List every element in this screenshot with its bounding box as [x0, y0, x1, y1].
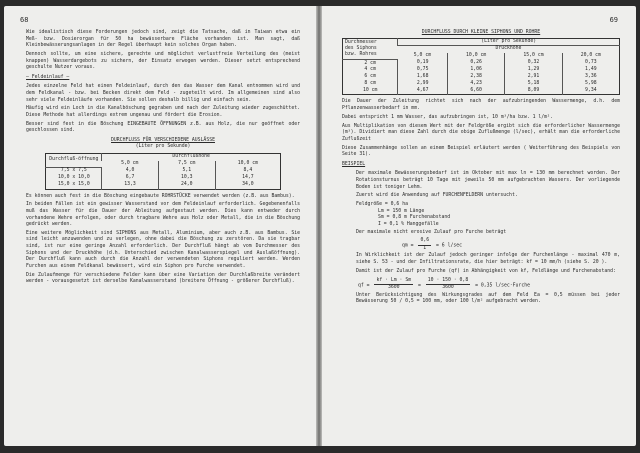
section-heading-beispiel: BEISPIEL	[342, 161, 366, 167]
paragraph: Der maximale nicht erosive Zulauf pro Furche beträgt	[356, 229, 507, 235]
table-cell: 2,38	[448, 74, 505, 81]
table-header-line: des Siphons	[345, 46, 377, 52]
formula-result: = 6 l/sec	[436, 243, 463, 249]
table-cell: 4 cm	[364, 67, 376, 73]
table-row	[343, 74, 620, 81]
table-cell: 34,0	[215, 182, 280, 189]
paragraph: Häufig wird ein Loch in die Kanalböschung gegraben und nach der Zuleitung wieder zugeschüttet. Diese Methode hat allerdings extrem ungenau und fördert die Erosion.	[26, 106, 300, 118]
field-length: Lm = 150 m Länge	[378, 208, 425, 214]
table-cell: 5,1	[158, 168, 215, 175]
formula-result: = 0,35 l/sec·Furche	[475, 283, 530, 289]
table-cell: 9,34	[562, 88, 619, 95]
formula-denominator: 3600	[388, 285, 400, 291]
paragraph: Unter Berücksichtigung des Wirkungsgrades auf dem Feld Ea = 0,5 müssen bei jeder Bewässerung 50 / 0,5 = 100 mm, oder 100 l/m² aufgebracht werden.	[356, 292, 620, 305]
table-cell: 8,4	[215, 168, 280, 175]
paragraph: Die Zulaufmenge für verschiedene Felder kann über eine Variation der Durchlaßbreite verändert werden - vorausgesetzt ist derselbe Kanalwasserstand (breitere Öffnung - größerer Durchfluß).	[26, 272, 300, 285]
paragraph: Dennoch sollte, um eine sichere, gerechte und möglichst verlustfreie Verteilung des (meist knappen) Wasserdargebots zu sichern, der Einsatz erwogen werden. Dieser setzt entsprechend geschulte Nutzer voraus.	[26, 51, 300, 71]
table-cell: 10 cm	[362, 87, 378, 93]
table-cell: 2,99	[398, 81, 448, 88]
table-title: DURCHFLUSS FÜR VERSCHIEDENE AUSLÄSSE	[111, 137, 215, 143]
table-header-line: bzw. Rohres	[345, 52, 377, 58]
left-page-content	[26, 30, 300, 288]
formula-numerator: kf · Lm · Sm	[374, 278, 413, 286]
formula-denominator: 3600	[442, 285, 454, 291]
table-row	[46, 168, 281, 175]
table-cell: 24,0	[158, 182, 215, 189]
table-cell: 4,67	[398, 88, 448, 95]
paragraph: Besser sind fest in die Böschung EINGEBAUTE ÖFFNUNGEN z.B. aus Holz, die nur geöffnet oder geschlossen sind.	[26, 121, 300, 134]
table-cell: 1,49	[562, 67, 619, 74]
table-cell: 0,26	[448, 60, 505, 67]
formula-denominator: I	[423, 245, 427, 251]
page-number-left: 68	[20, 16, 29, 24]
table-header: Durchfluß-öffnung	[46, 154, 102, 168]
table-header: 5,0 cm	[121, 160, 139, 166]
formula-equals: =	[418, 283, 421, 289]
section-heading-feldeinlauf: — Feldeinlauf —	[26, 74, 70, 80]
outlet-flow-table	[26, 138, 300, 190]
table-header: 5,0 cm	[413, 53, 432, 59]
table-cell: 15,0 x 15,0	[57, 181, 90, 187]
formula-numerator: 0,6	[418, 238, 431, 246]
paragraph: Wie idealistisch diese Forderungen jedoch sind, zeigt die Tatsache, daß in Taiwan etwa ein Meß- bzw. Dosierorgan für 50 ha bewässerbare Fläche vorhanden ist. Man sagt, daß Kleinbewässerungsanlagen in der Regel überhaupt kein solches Organ haben.	[26, 30, 300, 49]
formula-numerator: 10 · 150 · 0,8	[426, 278, 470, 286]
right-page-content	[342, 30, 620, 308]
formula-fraction	[426, 278, 470, 292]
table-header-group: Druckhöhe	[495, 46, 522, 52]
paragraph: In beiden Fällen ist ein gewisser Wasserstand vor dem Feldeinlauf erforderlich. Gegebenenfalls muß das Wasser für die Dauer der Ableitung aufgestaut werden. Dies kann entweder durch vorhandene Wehre erfolgen, oder durch tragbare Wehre aus Holz oder Metall, die in die Böschung gedrückt werden.	[26, 202, 300, 228]
table-header: 20,0 cm	[562, 53, 619, 60]
table-subtitle: (Liter pro Sekunde)	[398, 38, 620, 46]
formula-fraction	[374, 278, 413, 292]
formula-lhs: qf =	[358, 283, 370, 289]
table-row	[46, 175, 281, 182]
table-cell: 10,0 x 10,0	[57, 175, 90, 181]
table-cell: 1,68	[398, 74, 448, 81]
table-header: 7,5 cm	[158, 161, 215, 168]
table-row	[343, 81, 620, 88]
table-cell: 5,98	[562, 81, 619, 88]
paragraph: Jedes einzelne Feld hat einen Feldeinlauf, durch den das Wasser dem Kanal entnommen wird und dem Feldkanal - bzw. bei Becken direkt dem Feld - zugeteilt wird. Im allgemeinen sind also sehr viele Feldeinläufe vorhanden. Sie sollen deshalb billig und einfach sein.	[26, 84, 300, 103]
table-cell: 0,19	[398, 60, 448, 67]
table-header: 10,0 cm	[448, 53, 505, 60]
page-number-right: 69	[609, 16, 618, 24]
right-page	[322, 6, 636, 446]
siphon-flow-table	[342, 30, 620, 95]
table-cell: 2,91	[505, 74, 562, 81]
table-cell: 5,18	[505, 81, 562, 88]
paragraph: Aus Multiplikation von diesem Wert mit der Feldgröße ergibt sich die erforderlicher Wassermenge (m³). Dividiert man diese Zahl durch die obige Zuflußmenge (l/sec), erhält man die erforderliche Zuflußzeit	[342, 123, 620, 142]
table-cell: 1,29	[505, 67, 562, 74]
table-cell: 8 cm	[364, 80, 376, 86]
paragraph: In Wirklichkeit ist der Zulauf jedoch geringer infolge der Furchenlänge - maximal 470 m, siehe S. 53 - und der Infiltrationsrate, die hier beträgt: kf = 10 mm/h (siehe S. 20 ).	[356, 253, 620, 266]
formula-fraction	[418, 238, 431, 252]
table-cell: 2 cm	[364, 60, 376, 66]
slope: I = 0,1 % Hanggefälle	[378, 221, 439, 227]
paragraph: Eine weitere Möglichkeit sind SIPHONS aus Metall, Aluminium, aber auch z.B. aus Bambus. Sie sind leicht anzuwenden und zu verlegen, ohne dabei die Böschung zu zerstören. Da sie tragbar sind, ist nur eine geringe Anzahl erforderlich. Der Durchfluß hängt ab vom Durchmesser des Siphons und der Druckhöhe (d.h. Unterschied zwischen Kanalwasserspiegel und Auslaßöffnung). Der Durchfluß kann auch durch die Anzahl der verwendeten Siphons reguliert werden. Werden Furchen aus einem Feldkanal bewässert, wird ein Siphon pro Furche verwendet.	[26, 230, 300, 269]
table-cell: 10,3	[158, 175, 215, 182]
table-cell: 0,75	[398, 67, 448, 74]
table-header-group: Durchflußhöhe	[102, 154, 280, 161]
table-cell: 0,73	[562, 60, 619, 67]
table-cell: 6,7	[102, 175, 158, 182]
table-header: 10,0 cm	[215, 161, 280, 168]
table-cell: 6 cm	[364, 74, 376, 80]
formula-qf	[358, 278, 620, 292]
field-size: Feldgröße = 0,6 ha	[356, 202, 408, 208]
table-cell: 1,06	[448, 67, 505, 74]
table-cell: 7,5 x 7,5	[60, 168, 87, 174]
formula-lhs: qm =	[402, 243, 414, 249]
furrow-spacing: Sm = 0,8 m Furchenabstand	[378, 215, 451, 221]
field-parameters	[356, 202, 620, 228]
paragraph: Damit ist der Zulauf pro Furche (qf) in Abhängigkeit von kf, Feldlänge und Furchenabstand:	[356, 268, 616, 274]
table-cell: 4,23	[448, 81, 505, 88]
table-cell: 6,60	[448, 88, 505, 95]
formula-qm	[402, 238, 620, 252]
table-cell: 14,7	[215, 175, 280, 182]
paragraph: Der maximale Bewässerungsbedarf ist im Oktober mit max ln = 130 mm berechnet worden. Der Rotationsturnus beträgt 10 Tage mit jeweils 50 mm aufgebrachten Wassers. Der vorliegende Boden ist toniger Lehm.	[356, 171, 620, 190]
table-header-line: Durchmesser	[345, 40, 377, 46]
table-title: DURCHFLUSS DURCH KLEINE SIPHONS UND ROHRE	[421, 30, 541, 35]
left-page	[4, 6, 316, 446]
table-cell: 13,3	[102, 182, 158, 189]
paragraph: Dabei entspricht 1 mm Wasser, das aufzubringen ist, 10 m³/ha bzw. 1 l/m².	[342, 114, 553, 120]
table-cell: 0,32	[505, 60, 562, 67]
table-cell: 4,0	[102, 168, 158, 175]
paragraph: Diese Zusammenhänge sollen an einem Beispiel erläutert werden ( Weiterführung des Beispiels von Seite 31).	[342, 145, 620, 158]
table-cell: 8,09	[505, 88, 562, 95]
table-row	[343, 88, 620, 95]
paragraph: Es können auch fest in die Böschung eingebaute ROHRSTÜCKE verwendet werden (z.B. aus Bambus).	[26, 193, 295, 199]
table-cell: 3,36	[562, 74, 619, 81]
paragraph: Zuerst wird die Anwendung auf FURCHENFELDERN untersucht.	[356, 193, 518, 199]
table-header	[343, 38, 398, 60]
paragraph: Die Dauer der Zuleitung richtet sich nach der aufzubringenden Wassermenge, d.h. dem Pflanzenwasserbedarf in mm.	[342, 99, 620, 112]
table-subtitle: (Liter pro Sekunde)	[135, 144, 191, 150]
table-row	[46, 182, 281, 189]
table-header: 15,0 cm	[505, 53, 562, 60]
